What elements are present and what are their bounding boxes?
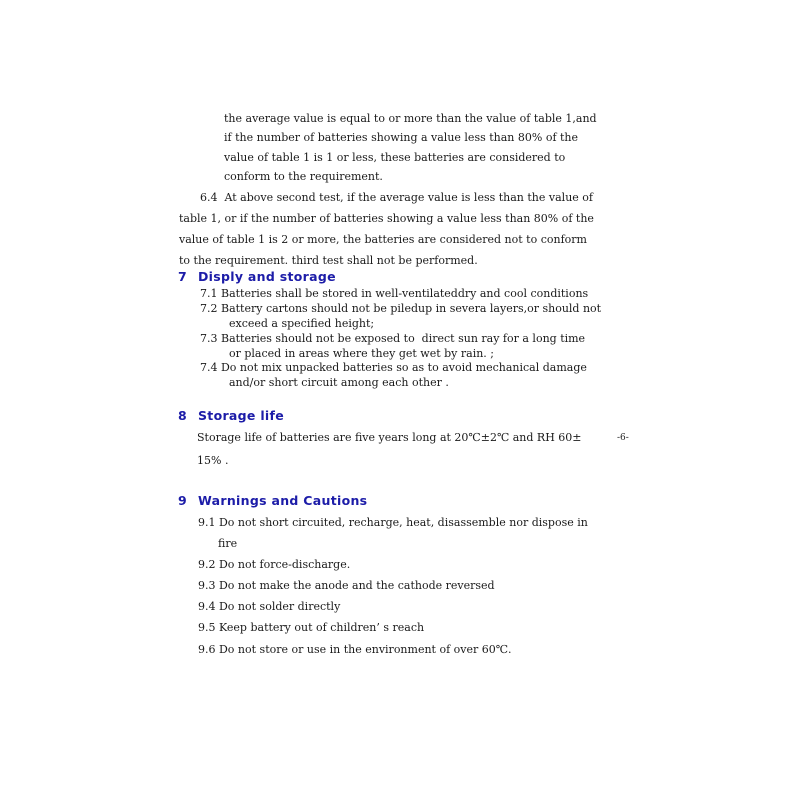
section-9-item-9-1-cont: fire	[218, 537, 238, 550]
clause-6-4-line-1: 6.4 At above second test, if the average value is less than the value of	[200, 191, 593, 204]
section-7-title: Disply and storage	[198, 269, 336, 284]
section-7-item-7-3-cont: or placed in areas where they get wet by rain. ;	[229, 347, 495, 360]
section-8-number: 8	[178, 408, 187, 423]
section-9-item-9-1: 9.1 Do not short circuited, recharge, heat, disassemble nor dispose in	[198, 516, 588, 529]
section-7-number: 7	[178, 269, 187, 284]
section-7-item-7-3: 7.3 Batteries should not be exposed to direct sun ray for a long time	[200, 332, 586, 345]
intro-line-2: if the number of batteries showing a value less than 80% of the	[224, 131, 579, 144]
section-9-item-9-4: 9.4 Do not solder directly	[198, 600, 341, 613]
intro-line-3: value of table 1 is 1 or less, these batteries are considered to	[224, 151, 566, 164]
section-8-title: Storage life	[198, 408, 285, 423]
intro-line-1: the average value is equal to or more than the value of table 1,and	[224, 112, 597, 125]
section-9-heading	[178, 493, 367, 509]
clause-6-4-line-4: to the requirement. third test shall not be performed.	[179, 254, 478, 267]
page-number: -6-	[617, 433, 629, 443]
clause-6-4-line-3: value of table 1 is 2 or more, the batteries are considered not to conform	[179, 233, 587, 246]
section-9-item-9-5: 9.5 Keep battery out of children’ s reach	[198, 621, 425, 634]
section-8-line-2: 15% .	[197, 454, 229, 467]
clause-6-4-line-2: table 1, or if the number of batteries showing a value less than 80% of the	[179, 212, 594, 225]
section-9-item-9-3: 9.3 Do not make the anode and the cathode reversed	[198, 579, 495, 592]
section-9-item-9-6: 9.6 Do not store or use in the environment of over 60℃.	[198, 643, 512, 656]
section-8-heading	[178, 408, 284, 424]
section-9-item-9-2: 9.2 Do not force-discharge.	[198, 558, 351, 571]
section-7-item-7-2: 7.2 Battery cartons should not be piledup in severa layers,or should not	[200, 302, 602, 315]
section-7-item-7-4-cont: and/or short circuit among each other .	[229, 376, 449, 389]
section-9-title: Warnings and Cautions	[198, 493, 368, 508]
section-7-heading	[178, 269, 336, 285]
section-8-line-1: Storage life of batteries are five years long at 20℃±2℃ and RH 60±	[197, 431, 582, 444]
section-7-item-7-4: 7.4 Do not mix unpacked batteries so as to avoid mechanical damage	[200, 361, 587, 374]
intro-line-4: conform to the requirement.	[224, 170, 383, 183]
section-9-number: 9	[178, 493, 187, 508]
section-7-item-7-1: 7.1 Batteries shall be stored in well-ventilateddry and cool conditions	[200, 287, 589, 300]
section-7-item-7-2-cont: exceed a specified height;	[229, 317, 375, 330]
